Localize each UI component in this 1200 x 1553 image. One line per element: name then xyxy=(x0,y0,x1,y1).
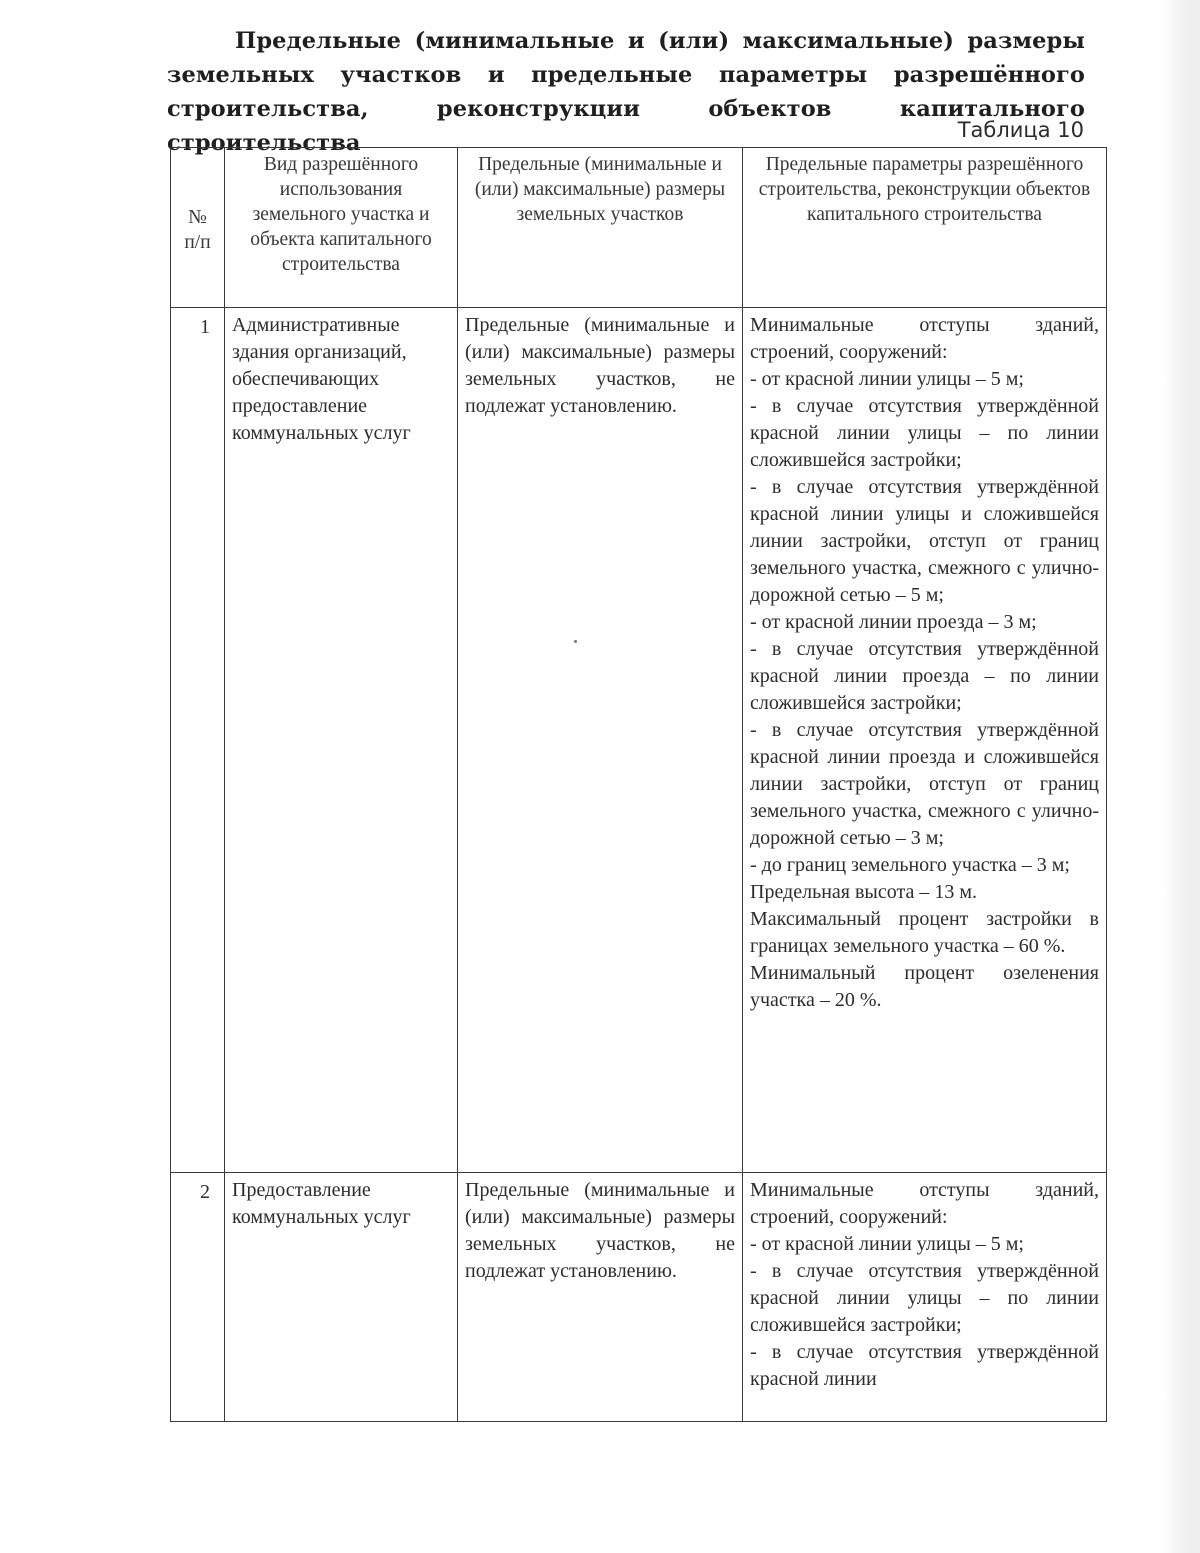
row-plot-size: Предельные (минимальные и (или) максимальные) размеры земельных участков, не подлежат установлению. xyxy=(458,1173,743,1422)
param-line: - в случае отсутствия утверждённой красной линии улицы – по линии сложившейся застройки; xyxy=(750,395,1099,471)
param-line: - в случае отсутствия утверждённой красной линии проезда – по линии сложившейся застройки; xyxy=(750,638,1099,714)
scan-page-edge xyxy=(1164,0,1200,1553)
row-plot-size: Предельные (минимальные и (или) максимальные) размеры земельных участков, не подлежат установлению. xyxy=(458,308,743,1173)
param-line: - от красной линии улицы – 5 м; xyxy=(750,1233,1024,1255)
header-plot-size: Предельные (минимальные и (или) максимальные) размеры земельных участков xyxy=(458,148,743,308)
param-line: - от красной линии проезда – 3 м; xyxy=(750,611,1037,633)
params-clip xyxy=(750,1177,1099,1415)
param-line: Минимальные отступы зданий, строений, сооружений: xyxy=(750,314,1099,363)
header-build-params: Предельные параметры разрешённого строительства, реконструкции объектов капитального строительства xyxy=(743,148,1107,308)
row-build-params xyxy=(743,1173,1107,1422)
limits-table xyxy=(170,147,1107,1422)
table-row xyxy=(171,308,1107,1173)
param-line: - от красной линии улицы – 5 м; xyxy=(750,368,1024,390)
document-title: Предельные (минимальные и (или) максимальные) размеры земельных участков и предельные параметры разрешённого строительства, реконструкции объектов капитального строительства xyxy=(167,28,1085,156)
param-line: - до границ земельного участка – 3 м; xyxy=(750,854,1070,876)
table-row xyxy=(171,1173,1107,1422)
param-line: Предельная высота – 13 м. xyxy=(750,881,978,903)
row-use-type: Предоставление коммунальных услуг xyxy=(225,1173,458,1422)
param-line: - в случае отсутствия утверждённой красной линии xyxy=(750,1341,1099,1390)
table-header-row xyxy=(171,148,1107,308)
header-number: № п/п xyxy=(171,148,225,308)
param-line: - в случае отсутствия утверждённой красной линии проезда и сложившейся линии застройки, отступ от границ земельного участка, смежного с улично-дорожной сетью – 3 м; xyxy=(750,719,1099,849)
table-caption: Таблица 10 xyxy=(957,118,1084,142)
param-line: Минимальный процент озеленения участка – 20 %. xyxy=(750,962,1099,1011)
row-use-type: Административные здания организаций, обеспечивающих предоставление коммунальных услуг xyxy=(225,308,458,1173)
param-line: Минимальные отступы зданий, строений, сооружений: xyxy=(750,1179,1099,1228)
header-use-type: Вид разрешённого использования земельного участка и объекта капитального строительства xyxy=(225,148,458,308)
param-line: - в случае отсутствия утверждённой красной линии улицы и сложившейся линии застройки, отступ от границ земельного участка, смежного с улично-дорожной сетью – 5 м; xyxy=(750,476,1099,606)
row-number: 2 xyxy=(171,1173,225,1422)
scan-speck xyxy=(574,640,577,643)
row-number: 1 xyxy=(171,308,225,1173)
row-build-params xyxy=(743,308,1107,1173)
param-line: - в случае отсутствия утверждённой красной линии улицы – по линии сложившейся застройки; xyxy=(750,1260,1099,1336)
param-line: Максимальный процент застройки в границах земельного участка – 60 %. xyxy=(750,908,1099,957)
